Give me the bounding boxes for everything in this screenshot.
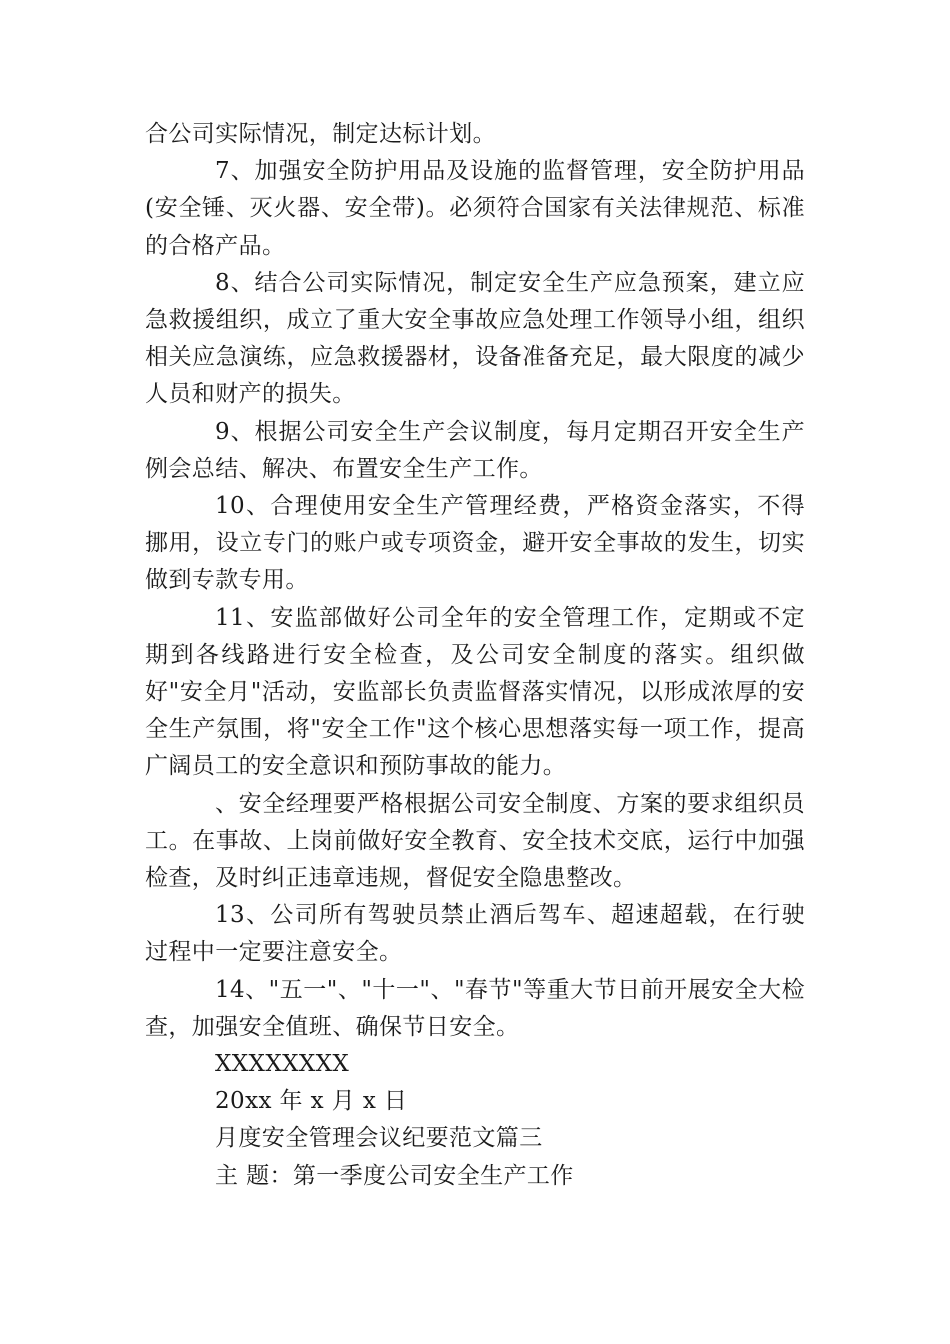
subject-line: 主 题：第一季度公司安全生产工作: [215, 1162, 574, 1189]
paragraph-item-9: 9、根据公司安全生产会议制度，每月定期召开安全生产例会总结、解决、布置安全生产工作。: [145, 418, 805, 482]
paragraph-item-11: 11、安监部做好公司全年的安全管理工作，定期或不定期到各线路进行安全检查，及公司安全制度的落实。组织做好"安全月"活动，安监部长负责监督落实情况，以形成浓厚的安全生产氛围，将"安全工作"这个核心思想落实每一项工作，提高广阔员工的安全意识和预防事故的能力。: [145, 604, 805, 780]
paragraph-item-14: 14、"五一"、"十一"、"春节"等重大节日前开展安全大检查，加强安全值班、确保节日安全。: [145, 976, 805, 1040]
paragraph-item-13: 13、公司所有驾驶员禁止酒后驾车、超速超载，在行驶过程中一定要注意安全。: [145, 902, 805, 966]
section-title: 月度安全管理会议纪要范文篇三: [215, 1125, 543, 1152]
document-date: 20xx 年 x 月 x 日: [215, 1088, 408, 1115]
paragraph-item-12: 、安全经理要严格根据公司安全制度、方案的要求组织员工。在事故、上岗前做好安全教育、安全技术交底，运行中加强检查，及时纠正违章违规，督促安全隐患整改。: [145, 790, 805, 892]
paragraph-item-7: 7、加强安全防护用品及设施的监督管理，安全防护用品(安全锤、灭火器、安全带)。必须符合国家有关法律规范、标准的合格产品。: [145, 158, 805, 259]
paragraph-continuation: 合公司实际情况，制定达标计划。: [145, 121, 496, 147]
document-body: [145, 116, 805, 1195]
paragraph-item-10: 10、合理使用安全生产管理经费，严格资金落实，不得挪用，设立专门的账户或专项资金，避开安全事故的发生，切实做到专款专用。: [145, 493, 805, 594]
paragraph-item-8: 8、结合公司实际情况，制定安全生产应急预案，建立应急救援组织，成立了重大安全事故应急处理工作领导小组，组织相关应急演练，应急救援器材，设备准备充足，最大限度的减少人员和财产的损失。: [145, 269, 805, 408]
signature: XXXXXXXX: [215, 1051, 350, 1078]
